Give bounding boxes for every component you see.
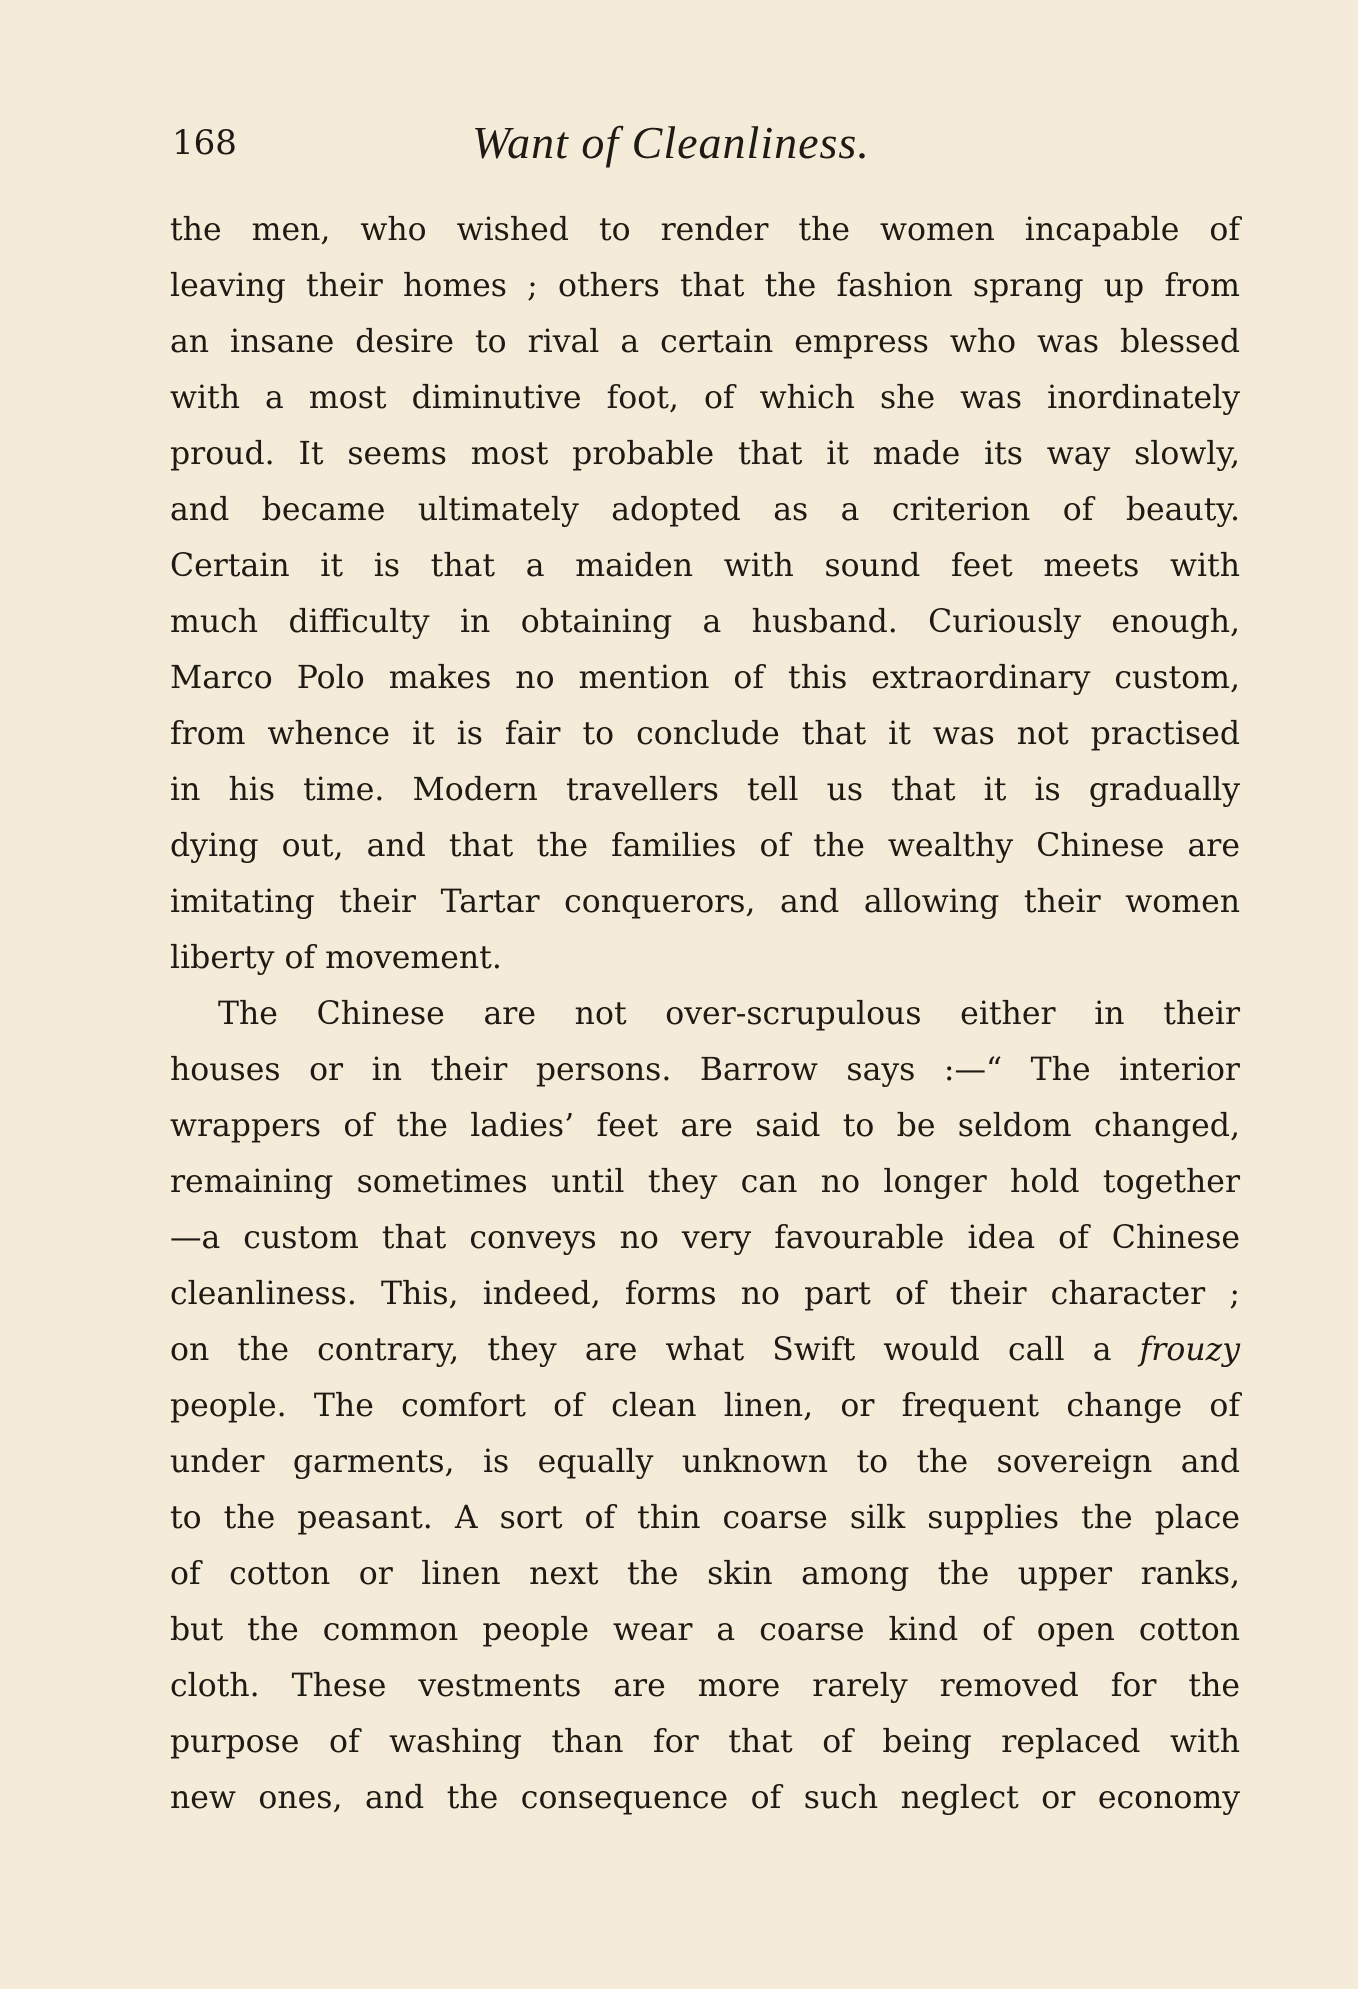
running-title: Want of Cleanliness. <box>472 117 870 168</box>
page-header <box>170 118 1240 178</box>
text-line: cleanliness. This, indeed, forms no part of their character ; <box>170 1276 1240 1312</box>
text-line: in his time. Modern travellers tell us that it is gradually <box>170 772 1240 808</box>
text-line: dying out, and that the families of the wealthy Chinese are <box>170 828 1240 864</box>
paragraph-end-line: liberty of movement. <box>170 940 502 976</box>
paragraph-start-line: The Chinese are not over-scrupulous either in their <box>218 996 1240 1032</box>
text-line: an insane desire to rival a certain empress who was blessed <box>170 324 1240 360</box>
text-line: leaving their homes ; others that the fashion sprang up from <box>170 268 1240 304</box>
text-line: new ones, and the consequence of such neglect or economy <box>170 1780 1240 1816</box>
text-line: Certain it is that a maiden with sound feet meets with <box>170 548 1240 584</box>
text-segment: on the contrary, they are what Swift would call a <box>170 1332 1112 1368</box>
text-line: the men, who wished to render the women incapable of <box>170 212 1240 248</box>
page-number: 168 <box>172 123 237 163</box>
text-line: wrappers of the ladies’ feet are said to be seldom changed, <box>170 1108 1240 1144</box>
text-line: —a custom that conveys no very favourable idea of Chinese <box>170 1220 1240 1256</box>
text-line: but the common people wear a coarse kind of open cotton <box>170 1612 1240 1648</box>
text-line: cloth. These vestments are more rarely removed for the <box>170 1668 1240 1704</box>
text-line: with a most diminutive foot, of which she was inordinately <box>170 380 1240 416</box>
text-line: to the peasant. A sort of thin coarse silk supplies the place <box>170 1500 1240 1536</box>
text-line: much difficulty in obtaining a husband. Curiously enough, <box>170 604 1240 640</box>
text-line: and became ultimately adopted as a criterion of beauty. <box>170 492 1240 528</box>
text-line: proud. It seems most probable that it made its way slowly, <box>170 436 1240 472</box>
text-line: Marco Polo makes no mention of this extraordinary custom, <box>170 660 1240 696</box>
italic-word: frouzy <box>1139 1332 1241 1368</box>
text-line: under garments, is equally unknown to the sovereign and <box>170 1444 1240 1480</box>
text-line: of cotton or linen next the skin among the upper ranks, <box>170 1556 1240 1592</box>
text-line: remaining sometimes until they can no longer hold together <box>170 1164 1240 1200</box>
body-text <box>170 202 1240 1826</box>
text-line: people. The comfort of clean linen, or frequent change of <box>170 1388 1240 1424</box>
text-line: from whence it is fair to conclude that it was not practised <box>170 716 1240 752</box>
text-line: houses or in their persons. Barrow says :—“ The interior <box>170 1052 1240 1088</box>
text-line: imitating their Tartar conquerors, and allowing their women <box>170 884 1240 920</box>
text-line-with-emphasis <box>170 1322 1240 1378</box>
text-line: purpose of washing than for that of being replaced with <box>170 1724 1240 1760</box>
